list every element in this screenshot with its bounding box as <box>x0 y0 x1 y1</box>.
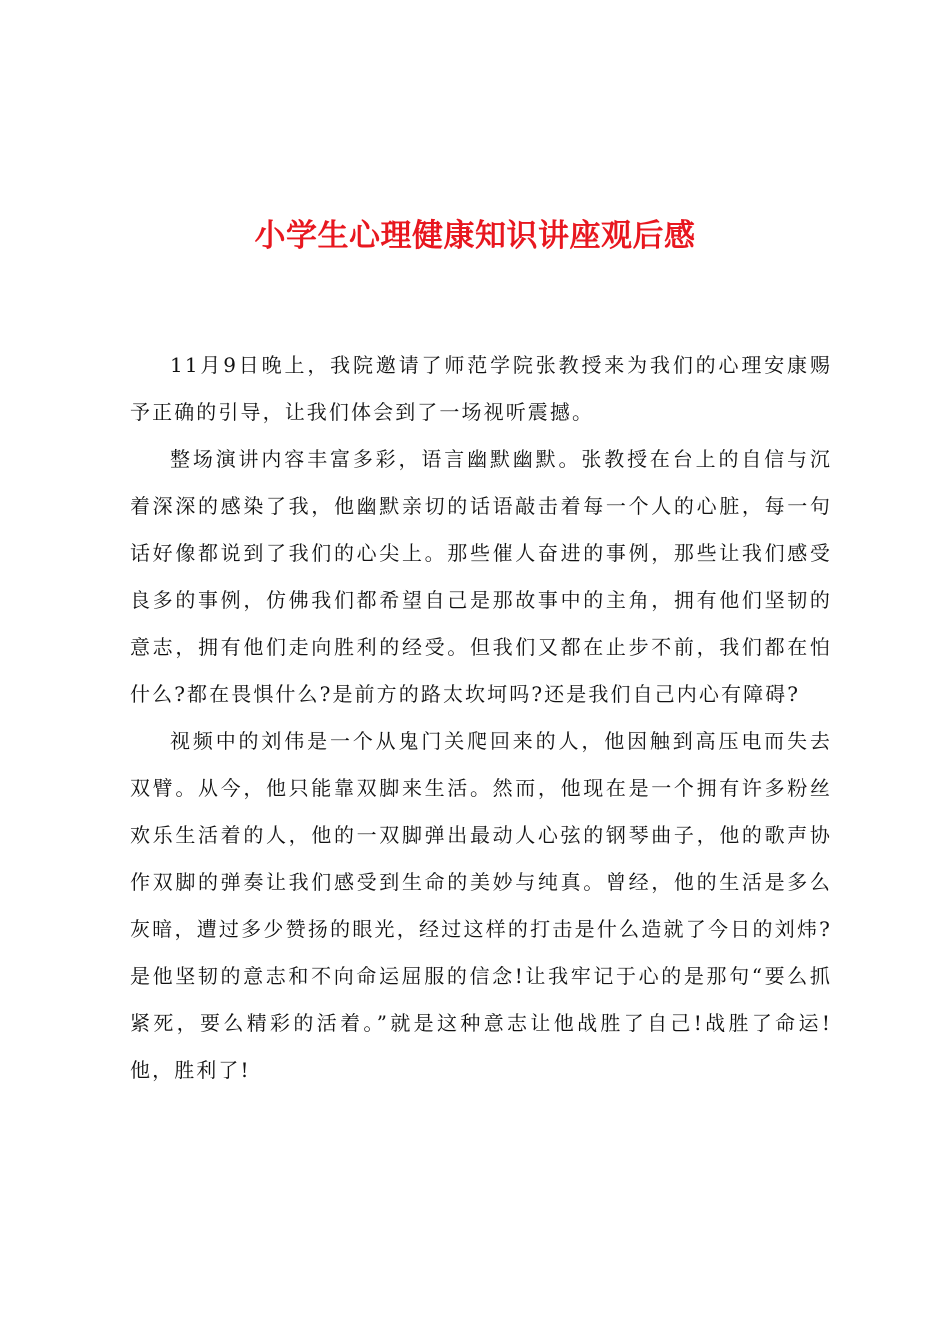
paragraph-3: 视频中的刘伟是一个从鬼门关爬回来的人，他因触到高压电而失去双臂。从今，他只能靠双脚来生活。然而，他现在是一个拥有许多粉丝欢乐生活着的人，他的一双脚弹出最动人心弦的钢琴曲子，他的歌声协作双脚的弹奏让我们感受到生命的美妙与纯真。曾经，他的生活是多么灰暗，遭过多少赞扬的眼光，经过这样的打击是什么造就了今日的刘炜?是他坚韧的意志和不向命运屈服的信念!让我牢记于心的是那句“要么抓紧死，要么精彩的活着。”就是这种意志让他战胜了自己!战胜了命运!他，胜利了! <box>130 729 832 1082</box>
paragraph-2: 整场演讲内容丰富多彩，语言幽默幽默。张教授在台上的自信与沉着深深的感染了我，他幽默亲切的话语敲击着每一个人的心脏，每一句话好像都说到了我们的心尖上。那些催人奋进的事例，那些让我们感受良多的事例，仿佛我们都希望自己是那故事中的主角，拥有他们坚韧的意志，拥有他们走向胜利的经受。但我们又都在止步不前，我们都在怕什么?都在畏惧什么?是前方的路太坎坷吗?还是我们自己内心有障碍? <box>130 447 832 706</box>
document-body <box>130 342 832 1094</box>
document-title: 小学生心理健康知识讲座观后感 <box>254 218 696 254</box>
paragraph-1: 11月9日晚上，我院邀请了师范学院张教授来为我们的心理安康赐予正确的引导，让我们体会到了一场视听震撼。 <box>130 353 832 424</box>
